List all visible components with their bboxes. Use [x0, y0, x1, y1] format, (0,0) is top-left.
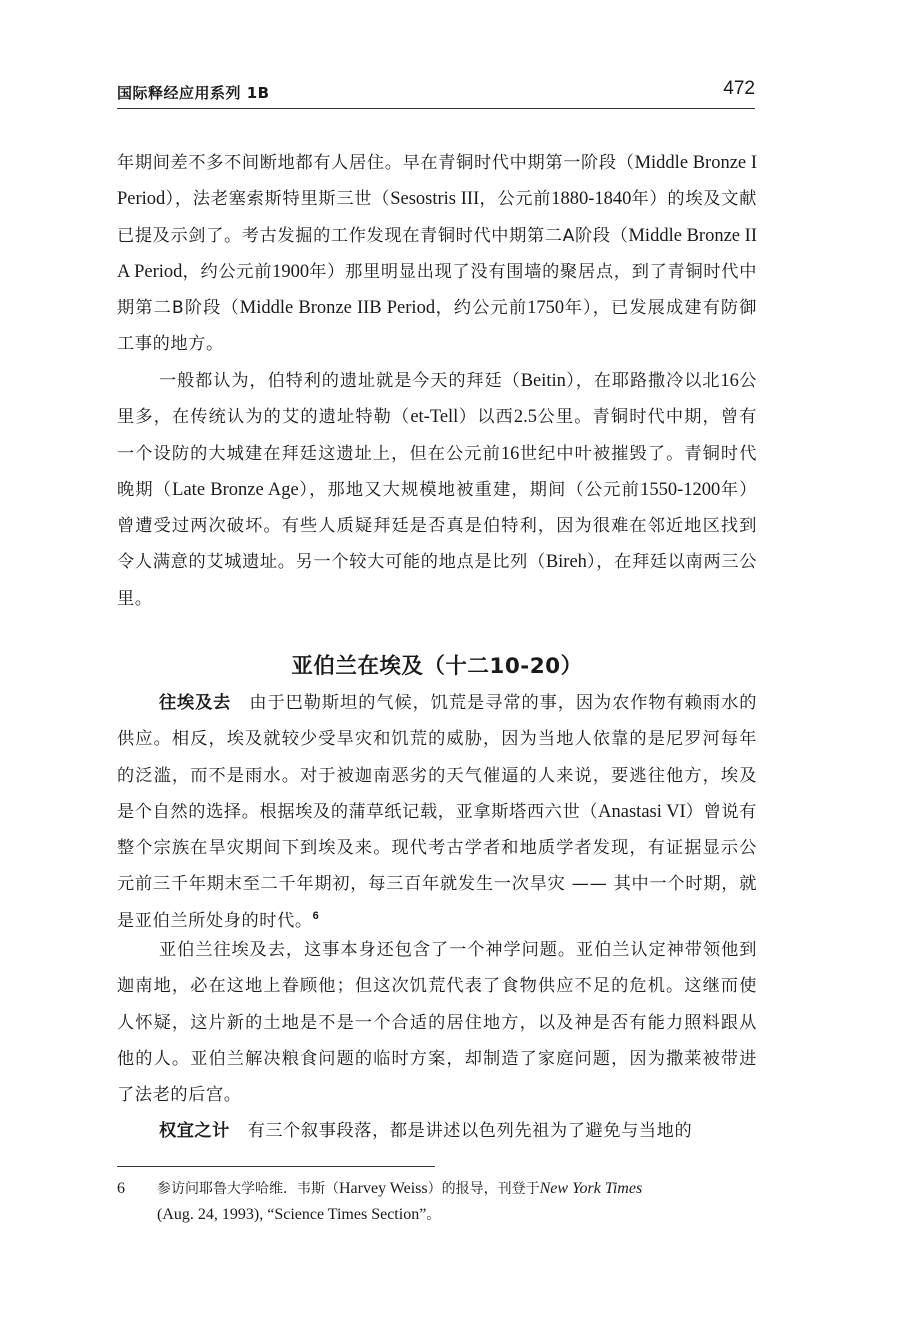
footnote-number: 6 — [117, 1180, 125, 1197]
footnote-reference[interactable]: 6 — [312, 909, 320, 922]
footnote-text: 参访问耶鲁大学哈维．韦斯（Harvey Weiss）的报导，刊登于New York Times (Aug. 24, 1993), “Science Times Section”。 — [157, 1180, 643, 1223]
paragraph-5: 权宜之计 有三个叙事段落，都是讲述以色列先祖为了避免与当地的 — [159, 1121, 693, 1141]
paragraph-1: 年期间差不多不间断地都有人居住。早在青铜时代中期第一阶段（Middle Bronze I Period），法老塞索斯特里斯三世（Sesostris III，公元前1880-1840年）的埃及文献已提及示剑了。考古发掘的工作发现在青铜时代中期第二A阶段（Middle Bronze IIA Period，约公元前1900年）那里明显出现了没有围墙的聚居点，到了青铜时代中期第二B阶段（Middle Bronze IIB Period，约公元前1750年），已发展成建有防御工事的地方。 — [117, 153, 758, 355]
series-title: 国际释经应用系列 1B — [117, 84, 270, 102]
footnote-divider — [117, 1166, 435, 1167]
footnote — [117, 1176, 757, 1228]
paragraph-3: 往埃及去 由于巴勒斯坦的气候，饥荒是寻常的事，因为农作物有赖雨水的供应。相反，埃及就较少受旱灾和饥荒的威胁，因为当地人依靠的是尼罗河每年的泛滥，而不是雨水。对于被迦南恶劣的天气催逼的人来说，要逃往他方，埃及是个自然的选择。根据埃及的蒲草纸记载，亚拿斯塔西六世（Anastasi VI）曾说有整个宗族在旱灾期间下到埃及来。现代考古学者和地质学者发现，有证据显示公元前三千年期末至二千年期初，每三百年就发生一次旱灾 —— 其中一个时期，就是亚伯兰所处身的时代。$^6$ — [117, 693, 757, 931]
section-heading: 亚伯兰在埃及（十二10-20） — [291, 654, 583, 679]
paragraph-4: 亚伯兰往埃及去，这事本身还包含了一个神学问题。亚伯兰认定神带领他到迦南地，必在这地上眷顾他；但这次饥荒代表了食物供应不足的危机。这继而使人怀疑，这片新的土地是不是一个合适的居住地方，以及神是否有能力照料跟从他的人。亚伯兰解决粮食问题的临时方案，却制造了家庭问题，因为撒莱被带进了法老的后宫。 — [117, 940, 757, 1106]
page-number: 472 — [723, 78, 755, 99]
paragraph-2: 一般都认为，伯特利的遗址就是今天的拜廷（Beitin），在耶路撒冷以北16公里多，在传统认为的艾的遗址特勒（et-Tell）以西2.5公里。青铜时代中期，曾有一个设防的大城建在拜廷这遗址上，但在公元前16世纪中叶被摧毁了。青铜时代晚期（Late Bronze Age），那地又大规模地被重建，期间（公元前1550-1200年）曾遭受过两次破坏。有些人质疑拜廷是否真是伯特利，因为很难在邻近地区找到令人满意的艾城遗址。另一个较大可能的地点是比列（Bireh），在拜廷以南两三公里。 — [117, 371, 758, 609]
run-in-heading: 往埃及去 — [159, 693, 232, 713]
running-header — [117, 78, 755, 109]
run-in-heading: 权宜之计 — [159, 1121, 230, 1141]
